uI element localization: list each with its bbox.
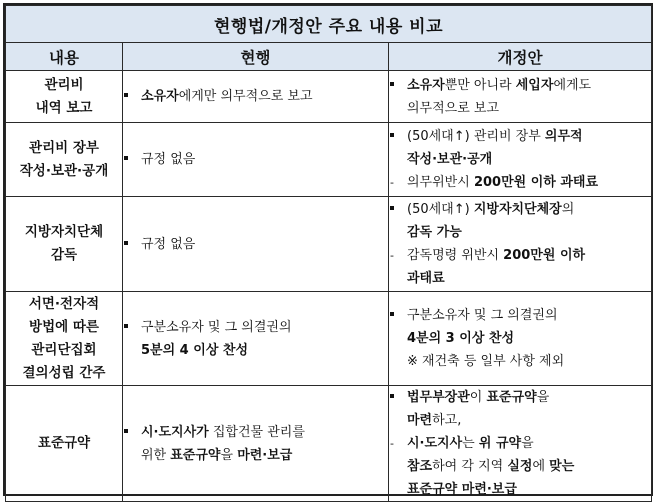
text: 구분소유자 및 그 의결권의 [407,308,558,323]
text: 규정 없음 [141,236,196,252]
text: ※ 재건축 등 일부 사항 제외 [407,354,565,369]
comparison-table [5,5,652,502]
header-current: 현행 [123,43,389,71]
bold-text: 200만원 이하 과태료 [473,175,599,190]
cell-line [123,148,388,171]
bold-text: 시·도지사 [407,436,463,451]
text: 집합건물 관리를 [208,424,305,440]
table-row [6,386,652,502]
text: 하고, [432,413,462,428]
bold-text: 법무부장관 [407,390,470,405]
text: 구분소유자 및 그 의결권의 [141,319,292,335]
bold-text: 의무적 [544,129,583,144]
category-label-line: 관리비 장부 [29,139,99,156]
cell-line [389,409,651,432]
category-label-line: 결의성립 간주 [22,364,106,381]
cell-line [389,386,651,409]
category-label-line: 관리단집회 [31,341,97,358]
dash-marker-icon: - [390,437,394,450]
bold-text: 표준규약 마련·보급 [407,482,517,497]
dash-marker-icon: - [390,176,394,189]
cell-line [123,421,388,444]
text: 에게도 [553,77,592,93]
bold-text: 소유자 [407,77,445,93]
bold-text: 소유자 [141,89,179,104]
cell-line [389,97,651,120]
cell-line [389,432,651,455]
square-bullet-icon [124,316,138,339]
text: 에 [532,459,550,474]
text: 의무위반시 [407,175,474,190]
bold-text: 과태료 [407,271,445,286]
bold-text: 실정 [507,459,533,474]
square-bullet-icon [390,198,404,221]
bold-text: 4분의 3 이상 찬성 [407,331,515,346]
cell-line [123,85,388,108]
square-bullet-icon [124,85,138,108]
cell-line [389,327,651,350]
comparison-table-frame [3,3,653,496]
square-bullet-icon [390,125,404,148]
table-row [6,292,652,386]
square-bullet-icon [124,148,138,171]
bold-text: 맞는 [549,459,575,474]
cell-line [389,350,651,373]
header-amendment: 개정안 [389,43,652,71]
row-current [123,292,389,386]
category-label-line: 표준규약 [37,435,91,451]
category-label-line: 지방자치단체 [24,224,104,240]
bold-text: 5분의 4 이상 찬성 [141,342,249,358]
square-bullet-icon [124,421,138,444]
table-row [6,197,652,292]
category-label-line: 서면·전자적 [28,295,100,312]
cell-line [123,444,388,467]
bold-text: 표준규약 [486,390,537,405]
row-current [123,71,389,123]
table-row [6,123,652,197]
text: 에게만 의무적으로 보고 [178,89,313,104]
row-current [123,386,389,502]
cell-line [389,478,651,501]
cell-line [123,339,388,362]
cell-line [389,198,651,221]
text: 을 [220,447,238,463]
row-amendment [389,71,652,123]
text: 의 [561,202,575,217]
row-category [6,123,123,197]
text: 을 [521,436,534,451]
bold-text: 세입자 [515,77,554,93]
bold-text: 마련 [407,413,433,428]
category-label-line: 방법에 따른 [29,318,99,335]
cell-line [123,233,388,256]
category-label-line: 관리비 [44,76,84,93]
row-category [6,197,123,292]
bold-text: 참조 [407,459,433,474]
cell-line [389,74,651,97]
bold-text: 지방자치단체장 [473,202,562,217]
text: (50세대↑) [407,202,474,217]
header-category: 내용 [6,43,123,71]
cell-line [389,148,651,171]
cell-line [389,304,651,327]
row-current [123,123,389,197]
row-amendment [389,123,652,197]
text: 위한 [141,447,171,463]
cell-line [389,455,651,478]
dash-marker-icon: - [390,249,394,262]
text: 감독명령 위반시 [407,248,504,263]
bold-text: 위 규약 [478,436,522,451]
cell-line [389,171,651,194]
row-amendment [389,197,652,292]
cell-line [389,267,651,290]
table-title: 현행법/개정안 주요 내용 비교 [6,6,652,43]
row-category [6,71,123,123]
category-label-line: 작성·보관·공개 [19,162,109,179]
row-current [123,197,389,292]
bold-text: 200만원 이하 [503,248,586,263]
square-bullet-icon [390,304,404,327]
text: 규정 없음 [141,152,196,167]
text: 하여 각 지역 [432,459,508,474]
text: (50세대↑) 관리비 장부 [407,129,545,144]
bold-text: 표준규약 [170,447,221,463]
row-category [6,386,123,502]
text: 이 [469,390,487,405]
category-label-line: 내역 보고 [35,99,93,116]
table-row [6,71,652,123]
cell-line [389,221,651,244]
bold-text: 작성·보관·공개 [407,152,493,167]
text: 는 [462,436,479,451]
bold-text: 시·도지사가 [141,424,209,440]
row-category [6,292,123,386]
text: 의무적으로 보고 [407,100,500,116]
row-amendment [389,386,652,502]
square-bullet-icon [390,386,404,409]
square-bullet-icon [124,233,138,256]
square-bullet-icon [390,74,404,97]
cell-line [123,316,388,339]
cell-line [389,125,651,148]
category-label-line: 감독 [50,247,78,263]
text: 을 [536,390,550,405]
text: 뿐만 아니라 [444,77,516,93]
cell-line [389,244,651,267]
bold-text: 감독 가능 [407,225,462,240]
bold-text: 마련·보급 [237,447,293,463]
row-amendment [389,292,652,386]
